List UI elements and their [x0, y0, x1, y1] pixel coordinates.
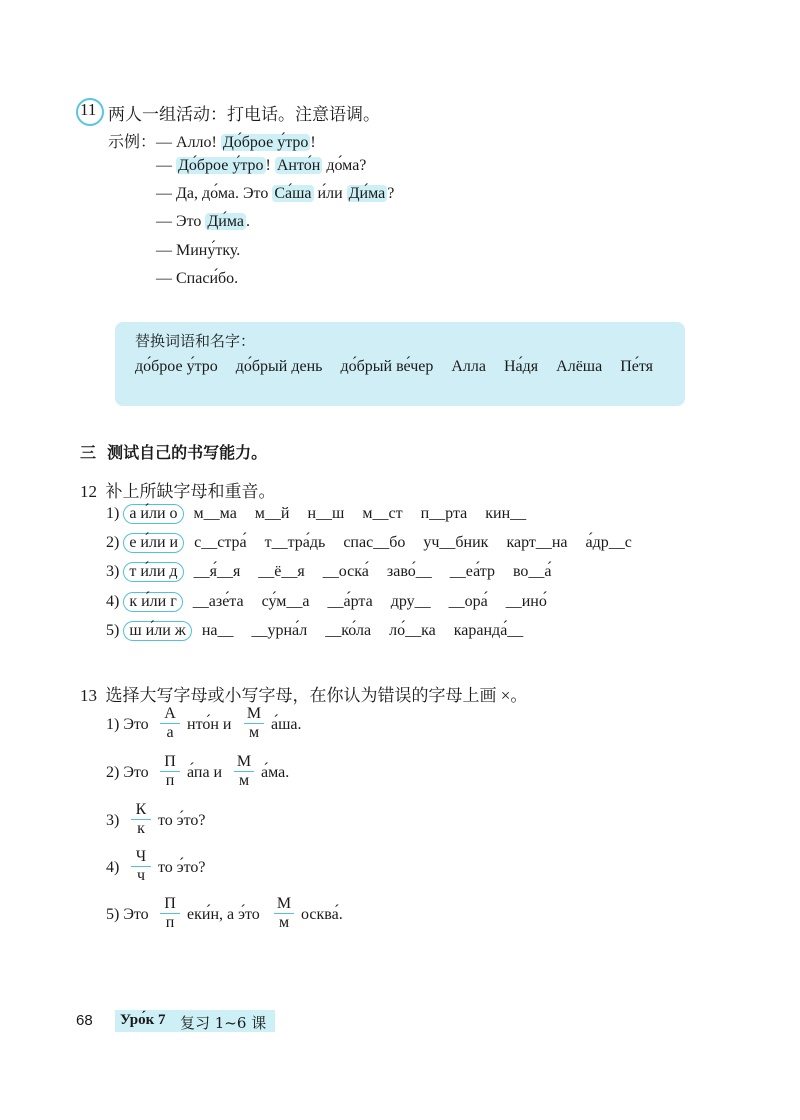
example-line-5: — Мину́тку.: [156, 242, 241, 259]
ex13-row-3-mid: то э́то?: [158, 812, 206, 829]
exercise-12-header: [80, 477, 276, 502]
ex13-row-1-end: а́ша.: [271, 716, 302, 733]
letter-choice-oval: е и́ли и: [123, 533, 184, 553]
section-heading: 三 测试自己的书写能力。: [80, 443, 268, 462]
ex12-row-3: 3) т и́ли д __я́__я __ё__я __оска́ заво́__ __еа́тр во__а́: [106, 563, 552, 580]
highlight-phrase: До́брое у́тро: [222, 134, 309, 151]
word: Пе́тя: [620, 358, 654, 375]
review-label: 复习 1~6 课: [180, 1014, 267, 1032]
exercise-11-number: 11: [80, 100, 97, 119]
ex12-row-4: 4) к и́ли г __азе́та су́м__а __а́рта дру__ __ора́ __ино́: [106, 593, 547, 610]
ex13-row-1-mid: нто́н и: [187, 716, 232, 733]
substitution-title: 替换词语和名字：: [135, 332, 256, 350]
word: до́брое у́тро: [135, 358, 218, 375]
letter-choice-oval: к и́ли г: [123, 592, 182, 612]
highlight-name: Анто́н: [276, 157, 321, 174]
case-choice-fraction: М м: [232, 754, 256, 789]
example-line-1: 示例：— Алло! До́брое у́тро !: [108, 134, 316, 151]
word: до́брый день: [235, 358, 323, 375]
letter-choice-oval: т и́ли д: [123, 562, 183, 582]
letter-choice-oval: ш и́ли ж: [123, 621, 191, 641]
case-choice-fraction: М м: [242, 706, 266, 741]
case-choice-fraction: Ч ч: [129, 849, 153, 884]
ex13-row-2-mid: а́па и: [187, 764, 223, 781]
case-choice-fraction: М м: [272, 896, 296, 931]
case-choice-fraction: П п: [158, 754, 182, 789]
ex13-row-4-label: 4): [106, 859, 120, 876]
word: На́дя: [504, 358, 539, 375]
ex13-row-2-label: 2) Это: [106, 764, 149, 781]
word: Алёша: [556, 358, 603, 375]
exercise-11-title: 两人一组活动：打电话。注意语调。: [108, 105, 380, 124]
example-line-2: — До́брое у́тро ! Анто́н до́ма?: [156, 157, 367, 174]
word: Алла: [451, 358, 486, 375]
example-line-4: — Это Ди́ма .: [156, 213, 250, 230]
case-choice-fraction: К к: [129, 802, 153, 837]
highlight-name: Ди́ма: [207, 213, 244, 230]
ex12-row-2: 2) е и́ли и с__стра́ т__тра́дь спас__бо уч__бник карт__на а́др__с: [106, 534, 632, 551]
exercise-12-title: 补上所缺字母和重音。: [105, 482, 276, 501]
example-line-3: — Да, до́ма. Это Са́ша и́ли Ди́ма ?: [156, 185, 395, 202]
ex13-row-4-mid: то э́то?: [158, 859, 206, 876]
highlight-name: Са́ша: [274, 185, 312, 202]
ex13-row-3-label: 3): [106, 812, 120, 829]
ex13-row-5-label: 5) Это: [106, 906, 149, 923]
ex13-row-5-end: осква́.: [301, 906, 343, 923]
letter-choice-oval: а и́ли о: [123, 504, 183, 524]
word: до́брый ве́чер: [340, 358, 434, 375]
exercise-13-number: 13: [80, 686, 97, 705]
substitution-words: [135, 358, 653, 376]
page-number: 68: [76, 1012, 93, 1029]
ex12-row-1: 1) а и́ли о м__ма м__й н__ш м__ст п__рта кин__: [106, 505, 527, 522]
ex13-row-1-label: 1) Это: [106, 716, 149, 733]
lesson-label: Уро́к 7: [120, 1012, 166, 1028]
ex12-row-5: 5) ш и́ли ж на__ __урна́л __ко́ла ло́__ка каранда́__: [106, 622, 524, 639]
exercise-13-title: 选择大写字母或小写字母，在你认为错误的字母上画 ×。: [105, 686, 528, 705]
highlight-phrase: До́брое у́тро: [178, 157, 264, 174]
ex13-row-2-end: а́ма.: [261, 764, 290, 781]
example-line-6: — Спаси́бо.: [156, 270, 239, 287]
exercise-13-header: [80, 681, 527, 706]
case-choice-fraction: А а: [158, 706, 182, 741]
example-label: 示例：: [108, 134, 157, 151]
ex13-row-5-mid: еки́н, а э́то: [187, 906, 260, 923]
highlight-name: Ди́ма: [348, 185, 386, 202]
case-choice-fraction: П п: [158, 896, 182, 931]
exercise-12-number: 12: [80, 482, 97, 501]
